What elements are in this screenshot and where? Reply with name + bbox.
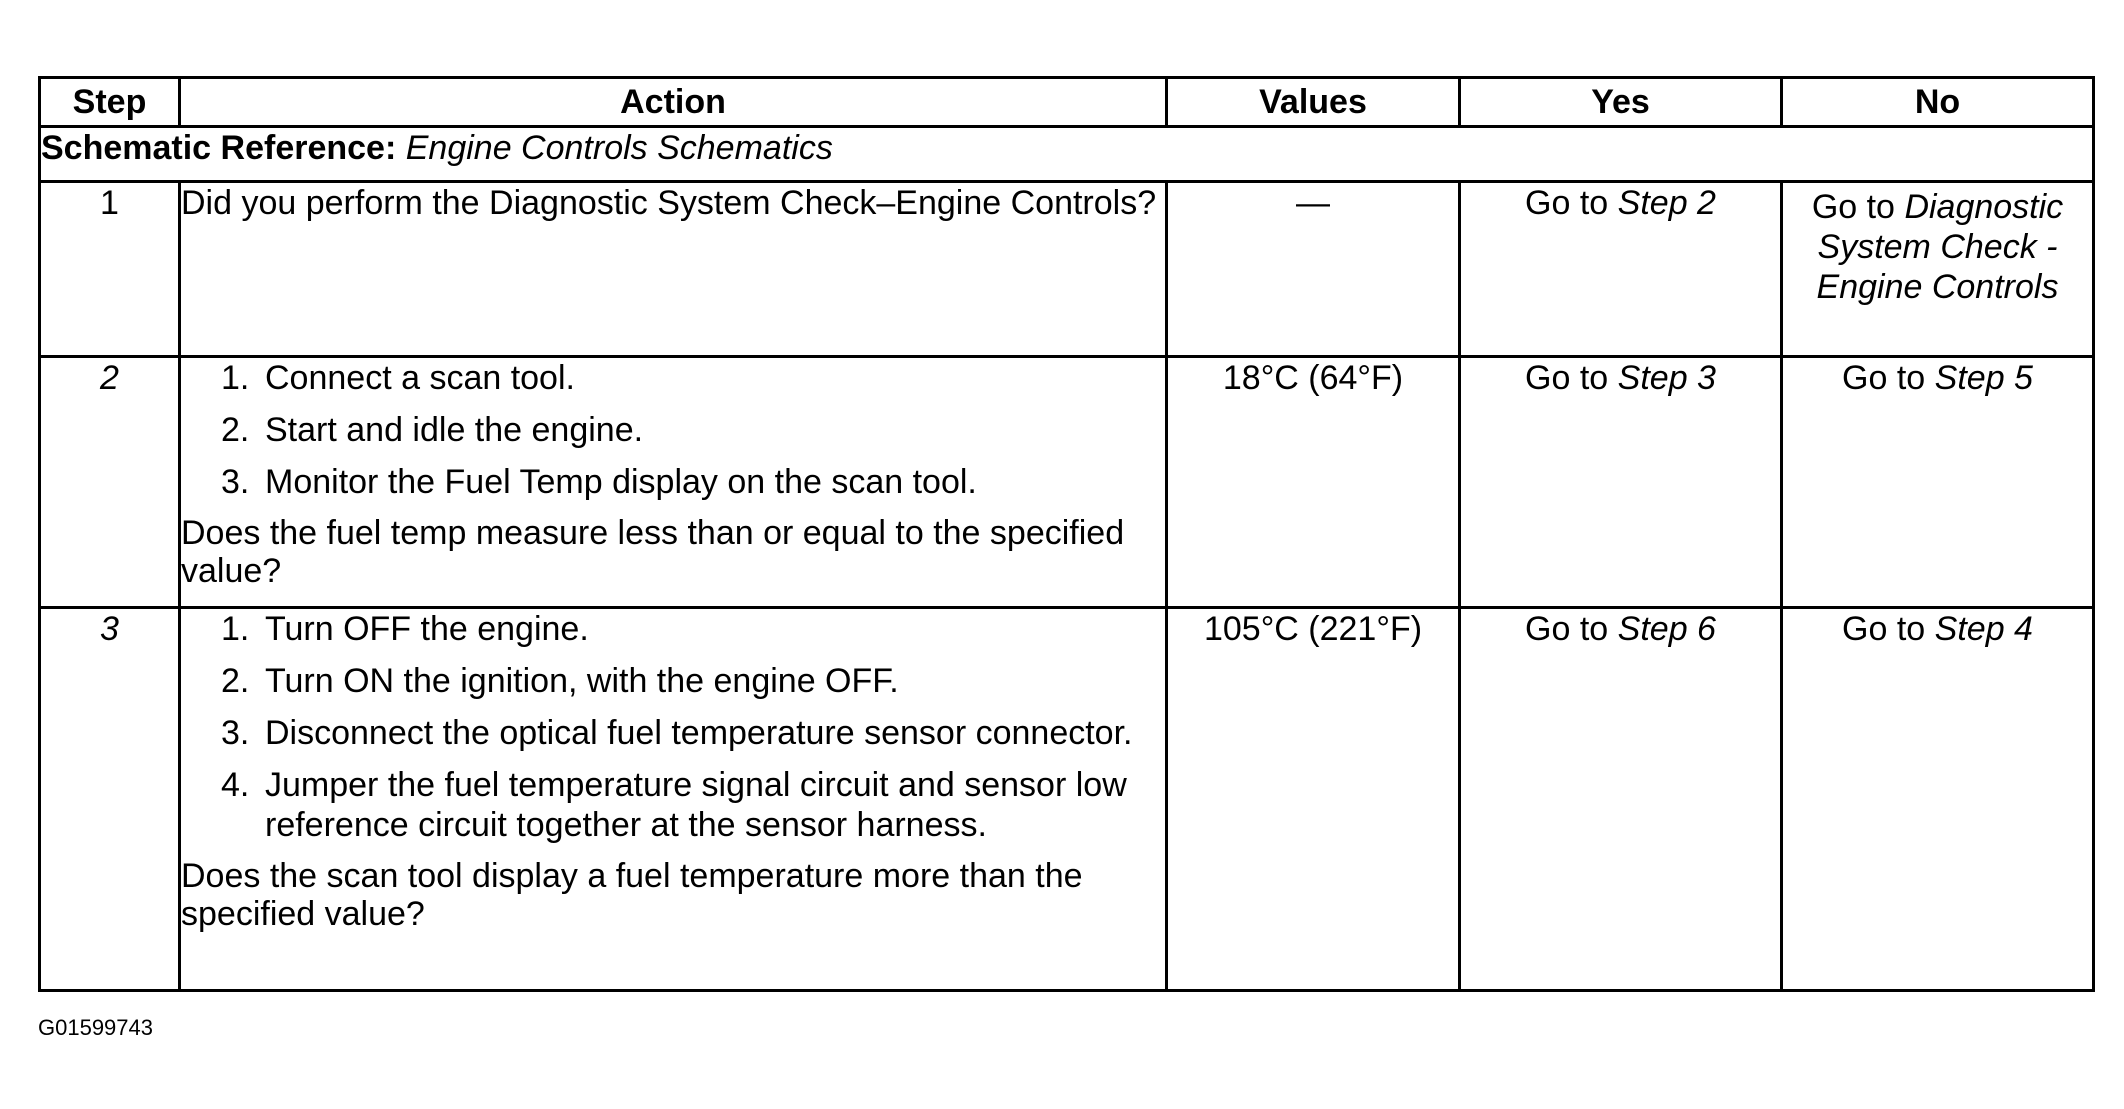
action-step bbox=[181, 462, 1165, 502]
schematic-reference-row bbox=[40, 127, 2094, 182]
action-step bbox=[181, 765, 1165, 845]
action-step-number: 3. bbox=[221, 714, 250, 752]
no-target-link[interactable]: Step 5 bbox=[1934, 359, 2033, 397]
action-step-number: 3. bbox=[221, 463, 250, 501]
table-row bbox=[40, 608, 2094, 991]
action-step-number: 2. bbox=[221, 662, 250, 700]
yes-cell bbox=[1460, 182, 1782, 357]
header-no: No bbox=[1782, 78, 2094, 127]
action-step bbox=[181, 410, 1165, 450]
action-cell bbox=[180, 608, 1167, 991]
action-step-number: 1. bbox=[221, 610, 250, 648]
header-values: Values bbox=[1167, 78, 1460, 127]
action-step bbox=[181, 358, 1165, 398]
action-step bbox=[181, 713, 1165, 753]
action-step-number: 1. bbox=[221, 359, 250, 397]
no-target-link[interactable]: Diagnostic System Check - Engine Controls bbox=[1816, 188, 2064, 306]
step-number: 3 bbox=[40, 608, 180, 991]
yes-target-link[interactable]: Step 2 bbox=[1617, 184, 1716, 222]
yes-prefix: Go to bbox=[1525, 184, 1609, 222]
action-step-text: Turn OFF the engine. bbox=[265, 610, 589, 648]
no-prefix: Go to bbox=[1842, 359, 1926, 397]
values-cell: — bbox=[1167, 182, 1460, 357]
figure-id: G01599743 bbox=[38, 1015, 153, 1040]
action-question: Does the scan tool display a fuel temperature more than the specified value? bbox=[181, 857, 1083, 933]
schematic-reference-label: Schematic Reference: bbox=[41, 129, 397, 167]
yes-target-link[interactable]: Step 3 bbox=[1617, 359, 1716, 397]
action-steps bbox=[181, 358, 1165, 502]
yes-target-link[interactable]: Step 6 bbox=[1617, 610, 1716, 648]
header-yes: Yes bbox=[1460, 78, 1782, 127]
no-prefix: Go to bbox=[1811, 188, 1895, 226]
action-steps bbox=[181, 609, 1165, 845]
header-action: Action bbox=[180, 78, 1167, 127]
no-prefix: Go to bbox=[1842, 610, 1926, 648]
action-step-text: Jumper the fuel temperature signal circuit and sensor low reference circuit together at the sensor harness. bbox=[265, 766, 1127, 844]
values-cell: 18°C (64°F) bbox=[1167, 357, 1460, 608]
action-text: Did you perform the Diagnostic System Check–Engine Controls? bbox=[181, 184, 1157, 222]
action-cell bbox=[180, 182, 1167, 357]
header-row bbox=[40, 78, 2094, 127]
yes-prefix: Go to bbox=[1525, 610, 1609, 648]
step-number: 2 bbox=[40, 357, 180, 608]
schematic-reference bbox=[40, 127, 2094, 182]
action-step-number: 2. bbox=[221, 411, 250, 449]
action-step-text: Start and idle the engine. bbox=[265, 411, 644, 449]
action-cell bbox=[180, 357, 1167, 608]
table-row bbox=[40, 357, 2094, 608]
action-step-number: 4. bbox=[221, 766, 250, 804]
yes-prefix: Go to bbox=[1525, 359, 1609, 397]
diagnostic-table bbox=[38, 76, 2095, 992]
action-step-text: Disconnect the optical fuel temperature sensor connector. bbox=[265, 714, 1133, 752]
no-cell bbox=[1782, 608, 2094, 991]
yes-cell bbox=[1460, 608, 1782, 991]
no-cell bbox=[1782, 182, 2094, 357]
no-target-link[interactable]: Step 4 bbox=[1934, 610, 2033, 648]
table-row bbox=[40, 182, 2094, 357]
action-question: Does the fuel temp measure less than or equal to the specified value? bbox=[181, 514, 1125, 590]
step-number: 1 bbox=[40, 182, 180, 357]
action-step bbox=[181, 609, 1165, 649]
header-step: Step bbox=[40, 78, 180, 127]
schematic-reference-value: Engine Controls Schematics bbox=[405, 129, 833, 167]
values-cell: 105°C (221°F) bbox=[1167, 608, 1460, 991]
action-step bbox=[181, 661, 1165, 701]
action-step-text: Turn ON the ignition, with the engine OFF. bbox=[265, 662, 899, 700]
action-step-text: Monitor the Fuel Temp display on the scan tool. bbox=[265, 463, 977, 501]
yes-cell bbox=[1460, 357, 1782, 608]
action-step-text: Connect a scan tool. bbox=[265, 359, 575, 397]
no-cell bbox=[1782, 357, 2094, 608]
